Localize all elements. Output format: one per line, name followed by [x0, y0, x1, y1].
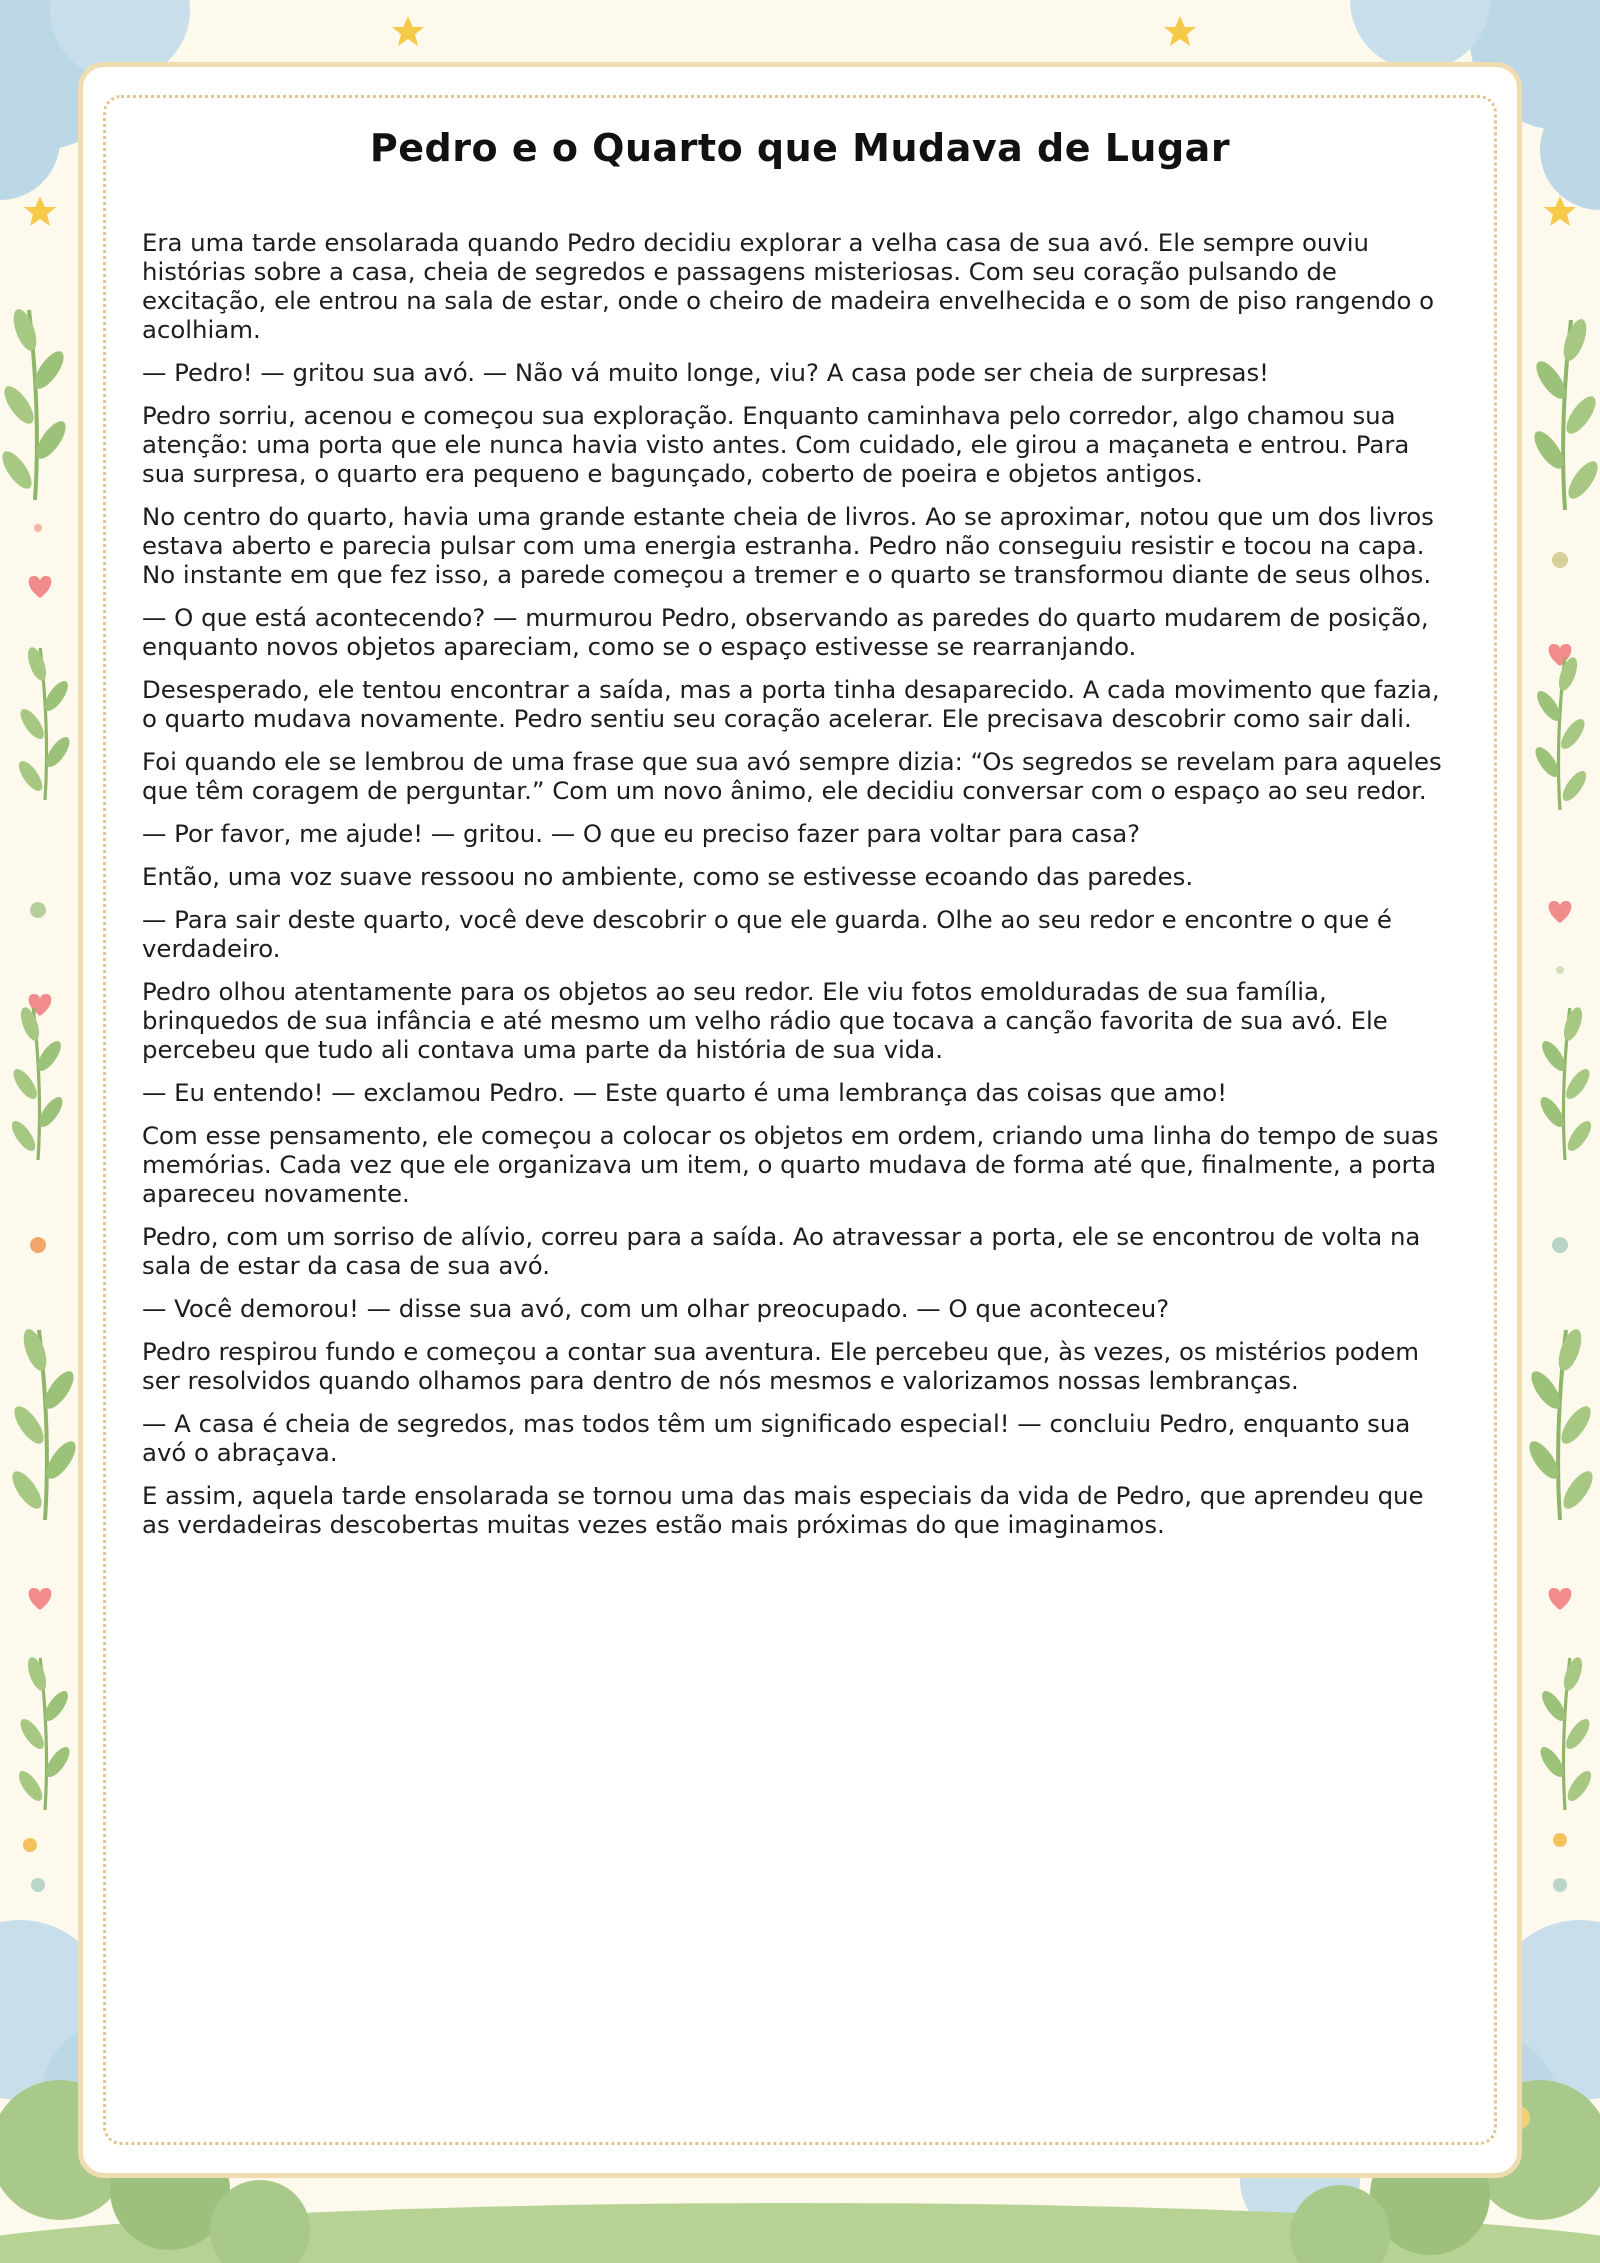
story-paragraph: Desesperado, ele tentou encontrar a saída, mas a porta tinha desaparecido. A cada movimento que fazia, o quarto mudava novamente. Pedro sentiu seu coração acelerar. Ele precisava descobrir como sair dali. [142, 675, 1440, 733]
story-paragraph: Com esse pensamento, ele começou a colocar os objetos em ordem, criando uma linha do tempo de suas memórias. Cada vez que ele organizava um item, o quarto mudava de forma até que, finalmente, a porta apareceu novamente. [142, 1121, 1439, 1208]
story-paragraph: — A casa é cheia de segredos, mas todos têm um significado especial! — concluiu Pedro, enquanto sua avó o abraçava. [142, 1409, 1411, 1467]
story-title: Pedro e o Quarto que Mudava de Lugar [369, 126, 1231, 170]
story-paragraph: No centro do quarto, havia uma grande estante cheia de livros. Ao se aproximar, notou que um dos livros estava aberto e parecia pulsar com uma energia estranha. Pedro não conseguiu resistir e tocou na capa. No instante em que fez isso, a parede começou a tremer e o quarto se transformou diante de seus olhos. [142, 502, 1434, 589]
story-paragraph: Pedro respirou fundo e começou a contar sua aventura. Ele percebeu que, às vezes, os mistérios podem ser resolvidos quando olhamos para dentro de nós mesmos e valorizamos nossas lembranças. [142, 1337, 1420, 1395]
story-paragraph: Foi quando ele se lembrou de uma frase que sua avó sempre dizia: “Os segredos se revelam para aqueles que têm coragem de perguntar.” Com um novo ânimo, ele decidiu conversar com o espaço ao seu redor. [142, 747, 1442, 805]
story-paragraph: — Você demorou! — disse sua avó, com um olhar preocupado. — O que aconteceu? [142, 1294, 1170, 1323]
story-paragraph: Era uma tarde ensolarada quando Pedro decidiu explorar a velha casa de sua avó. Ele sempre ouviu histórias sobre a casa, cheia de segredos e passagens misteriosas. Com seu coração pulsando de excitação, ele entrou na sala de estar, onde o cheiro de madeira envelhecida e o som de piso rangendo o acolhiam. [142, 228, 1435, 344]
story-paragraph: E assim, aquela tarde ensolarada se tornou uma das mais especiais da vida de Pedro, que aprendeu que as verdadeiras descobertas muitas vezes estão mais próximas do que imaginamos. [142, 1481, 1424, 1539]
story-paragraph: — Eu entendo! — exclamou Pedro. — Este quarto é uma lembrança das coisas que amo! [142, 1078, 1227, 1107]
story-paragraph: — Para sair deste quarto, você deve descobrir o que ele guarda. Olhe ao seu redor e encontre o que é verdadeiro. [142, 905, 1392, 963]
story-paragraph: — Por favor, me ajude! — gritou. — O que eu preciso fazer para voltar para casa? [142, 819, 1141, 848]
story-paragraph: Pedro olhou atentamente para os objetos ao seu redor. Ele viu fotos emolduradas de sua família, brinquedos de sua infância e até mesmo um velho rádio que tocava a canção favorita de sua avó. Ele percebeu que tudo ali contava uma parte da história de sua vida. [142, 977, 1388, 1064]
story-paragraph: Então, uma voz suave ressoou no ambiente, como se estivesse ecoando das paredes. [142, 862, 1194, 891]
story-paragraph: Pedro sorriu, acenou e começou sua exploração. Enquanto caminhava pelo corredor, algo chamou sua atenção: uma porta que ele nunca havia visto antes. Com cuidado, ele girou a maçaneta e entrou. Para sua surpresa, o quarto era pequeno e bagunçado, coberto de poeira e objetos antigos. [142, 401, 1410, 488]
story-paragraph: — O que está acontecendo? — murmurou Pedro, observando as paredes do quarto mudarem de posição, enquanto novos objetos apareciam, como se o espaço estivesse se rearranjando. [142, 603, 1429, 661]
story-paragraph: — Pedro! — gritou sua avó. — Não vá muito longe, viu? A casa pode ser cheia de surpresas! [142, 358, 1269, 387]
story-body [142, 228, 1458, 1553]
story-paragraph: Pedro, com um sorriso de alívio, correu para a saída. Ao atravessar a porta, ele se encontrou de volta na sala de estar da casa de sua avó. [142, 1222, 1421, 1280]
